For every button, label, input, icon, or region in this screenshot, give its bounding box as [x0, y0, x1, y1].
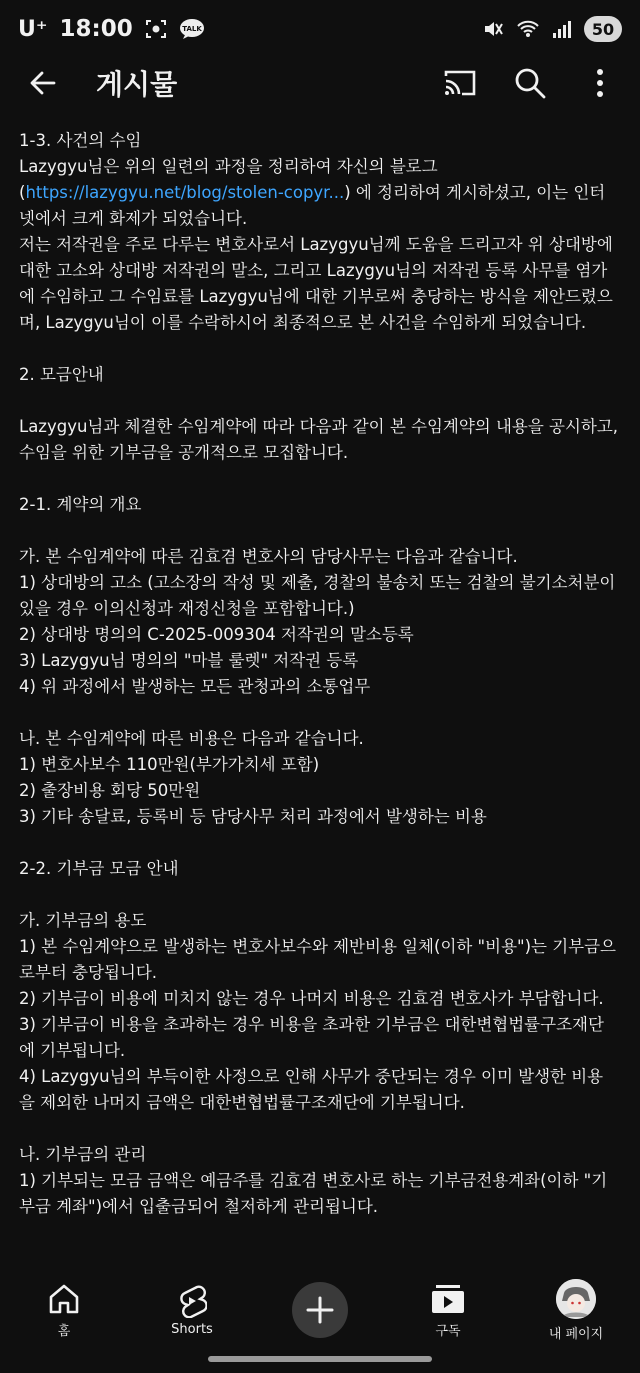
spacer	[19, 518, 619, 544]
battery-indicator: 50	[584, 16, 622, 42]
back-arrow-icon	[28, 68, 58, 98]
cast-button[interactable]	[438, 61, 482, 105]
app-header	[0, 58, 640, 108]
list-item: 2) 상대방 명의의 C-2025-009304 저작권의 말소등록	[19, 625, 414, 644]
talk-icon	[179, 18, 205, 40]
nav-my-page-label: 내 페이지	[548, 1326, 604, 1342]
list-heading-na-management: 나. 기부금의 관리	[19, 1145, 147, 1164]
avatar	[556, 1279, 596, 1319]
section-heading-2-1: 2-1. 계약의 개요	[19, 495, 142, 514]
list-item: 3) 기부금이 비용을 초과하는 경우 비용을 초과한 기부금은 대한변협법률구조재단에 기부됩니다.	[19, 1015, 604, 1060]
status-right	[482, 16, 622, 42]
section-heading-2-2: 2-2. 기부금 모금 안내	[19, 859, 179, 878]
shorts-icon	[177, 1284, 207, 1318]
mute-icon	[482, 18, 504, 40]
page-title: 게시물	[96, 68, 178, 101]
nav-subscriptions-label: 구독	[435, 1323, 461, 1339]
list-item: 1) 변호사보수 110만원(부가가치세 포함)	[19, 755, 320, 774]
section-heading-1-3: 1-3. 사건의 수임	[19, 131, 142, 150]
home-icon	[47, 1282, 81, 1316]
search-button[interactable]	[508, 61, 552, 105]
clock: 18:00	[59, 16, 133, 42]
spacer	[19, 388, 619, 414]
blog-text-start: Lazygyu님은 위의 일련의 과정을 정리하여 자신의 블로그(	[19, 157, 438, 202]
back-button[interactable]	[18, 58, 68, 108]
home-indicator[interactable]	[208, 1356, 432, 1362]
list-item: 4) Lazygyu님의 부득이한 사정으로 인해 사무가 중단되는 경우 이미 발생한 비용을 제외한 나머지 금액은 대한변협법률구조재단에 기부됩니다.	[19, 1067, 604, 1112]
nav-create[interactable]	[265, 1282, 375, 1338]
wifi-icon	[516, 18, 540, 40]
list-item: 3) Lazygyu님 명의의 "마블 룰렛" 저작권 등록	[19, 651, 359, 670]
talk-badge-text: TALK	[181, 25, 202, 33]
list-heading-ga-usage: 가. 기부금의 용도	[19, 911, 147, 930]
list-item: 1) 기부되는 모금 금액은 예금주를 김효겸 변호사로 하는 기부금전용계좌(이하 "기부금 계좌")에서 입출금되어 철저하게 관리됩니다.	[19, 1171, 608, 1216]
more-button[interactable]	[578, 61, 622, 105]
section-heading-2: 2. 모금안내	[19, 365, 104, 384]
spacer	[19, 882, 619, 908]
list-item: 2) 기부금이 비용에 미치지 않는 경우 나머지 비용은 김효겸 변호사가 부담합니다.	[19, 989, 604, 1008]
blog-text-end: ) 에 정리하여 게시하셨고, 이는 인터넷에서 크게 화제가 되었습니다.	[19, 183, 606, 228]
search-icon	[513, 66, 547, 100]
status-bar	[0, 0, 640, 58]
spacer	[19, 700, 619, 726]
carrier-label: U⁺	[18, 16, 48, 42]
create-button[interactable]	[292, 1282, 348, 1338]
nav-subscriptions[interactable]	[393, 1282, 503, 1339]
nav-home[interactable]	[9, 1282, 119, 1339]
bottom-nav	[0, 1274, 640, 1346]
list-heading-na: 나. 본 수임계약에 따른 비용은 다음과 같습니다.	[19, 729, 364, 748]
post-body	[19, 128, 619, 1274]
avatar-image-icon	[556, 1279, 596, 1319]
cast-icon	[442, 67, 478, 99]
spacer	[19, 830, 619, 856]
blog-link[interactable]: https://lazygyu.net/blog/stolen-copyr...	[25, 183, 345, 202]
paragraph-blog	[19, 154, 619, 232]
paragraph-announcement: Lazygyu님과 체결한 수임계약에 따라 다음과 같이 본 수임계약의 내용을 공시하고, 수임을 위한 기부금을 공개적으로 모집합니다.	[19, 417, 619, 462]
plus-icon	[305, 1295, 335, 1325]
nav-shorts[interactable]	[137, 1284, 247, 1337]
list-heading-ga: 가. 본 수임계약에 따른 김효겸 변호사의 담당사무는 다음과 같습니다.	[19, 547, 518, 566]
status-left	[18, 16, 205, 42]
nav-my-page[interactable]	[521, 1279, 631, 1342]
list-item: 4) 위 과정에서 발생하는 모든 관청과의 소통업무	[19, 677, 371, 696]
paragraph-retainer: 저는 저작권을 주로 다루는 변호사로서 Lazygyu님께 도움을 드리고자 위 상대방에 대한 고소와 상대방 저작권의 말소, 그리고 Lazygyu님의 저작권 등록 사무를 염가에 수임하고 그 수임료를 Lazygyu님에 대한 기부로써 충당하는 방식을 제안드렸으며, Lazygyu님이 이를 수락하시어 최종적으로 본 사건을 수임하게 되었습니다.	[19, 235, 613, 332]
list-item: 1) 상대방의 고소 (고소장의 작성 및 제출, 경찰의 불송치 또는 검찰의 불기소처분이 있을 경우 이의신청과 재정신청을 포함합니다.)	[19, 573, 616, 618]
subscriptions-icon	[430, 1282, 466, 1316]
nav-home-label: 홈	[57, 1323, 71, 1339]
spacer	[19, 1116, 619, 1142]
list-item: 2) 출장비용 회당 50만원	[19, 781, 201, 800]
screenshot-icon	[145, 18, 167, 40]
more-vert-icon	[595, 68, 605, 98]
spacer	[19, 466, 619, 492]
nav-shorts-label: Shorts	[171, 1321, 213, 1337]
list-item: 3) 기타 송달료, 등록비 등 담당사무 처리 과정에서 발생하는 비용	[19, 807, 487, 826]
spacer	[19, 336, 619, 362]
header-actions	[438, 61, 622, 105]
signal-icon	[552, 18, 572, 40]
list-item: 1) 본 수임계약으로 발생하는 변호사보수와 제반비용 일체(이하 "비용")는 기부금으로부터 충당됩니다.	[19, 937, 616, 982]
